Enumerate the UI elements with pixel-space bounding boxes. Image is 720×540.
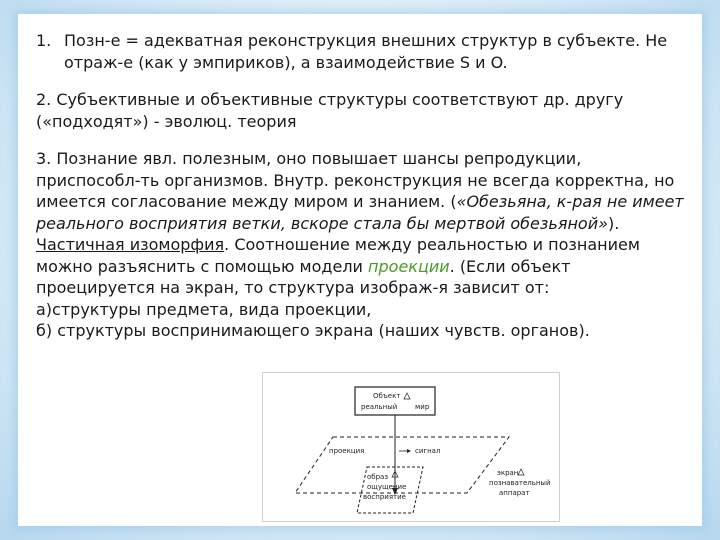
signal-arrowhead	[407, 449, 411, 453]
point-3-part3: . Соотношение между реальностью и познанием можно разъяснить с помощью модели	[36, 235, 640, 276]
image-label-1: образ	[367, 473, 389, 481]
screen-label-1: экран	[497, 469, 519, 477]
point-1-text: Позн-е = адекватная реконструкция внешних структур в субъекте. Не отраж-е (как у эмпириков), а взаимодействие S и O.	[64, 31, 668, 72]
point-1	[36, 30, 686, 73]
condition-b: б) структуры воспринимающего экрана (наших чувств. органов).	[36, 321, 590, 340]
monkey-quote: «Обезьяна, к-рая не имеет реального восприятия ветки, вскоре стала бы мертвой обезьяной»	[36, 192, 684, 233]
point-1-number: 1.	[36, 31, 52, 50]
point-3-part2: ).	[607, 213, 620, 233]
condition-a: а)структуры предмета, вида проекции,	[36, 299, 372, 319]
projection-diagram	[262, 372, 560, 522]
image-label-2: ощущение	[367, 483, 407, 491]
object-label-2: реальный	[361, 403, 398, 411]
point-3	[36, 148, 686, 342]
screen-label-2: познавательный	[489, 479, 551, 487]
screen-label-3: аппарат	[499, 489, 530, 497]
slide-text	[36, 30, 686, 342]
object-label-1: Объект	[373, 392, 401, 400]
image-label-3: восприятие	[363, 493, 406, 501]
point-3-part4: . (Если объект проецируется на экран, то структура изображ-я зависит от:	[36, 256, 571, 297]
object-label-3: мир	[415, 403, 430, 411]
triangle-marker	[518, 469, 524, 475]
point-2: 2. Субъективные и объективные структуры соответствуют др. другу («подходят») - эволюц. теория	[36, 90, 624, 131]
projection-diagram-svg	[263, 373, 559, 521]
point-3-part1: 3. Познание явл. полезным, оно повышает шансы репродукции, приспособл-ть организмов. Внутр. реконструкция не всегда корректна, но имеется согласование между миром и знанием. (	[36, 149, 675, 211]
signal-label: сигнал	[415, 447, 441, 455]
projection-label: проекция	[329, 447, 365, 455]
projection-term: проекции	[368, 256, 450, 276]
partial-isomorphism-term: Частичная изоморфия	[36, 235, 225, 254]
